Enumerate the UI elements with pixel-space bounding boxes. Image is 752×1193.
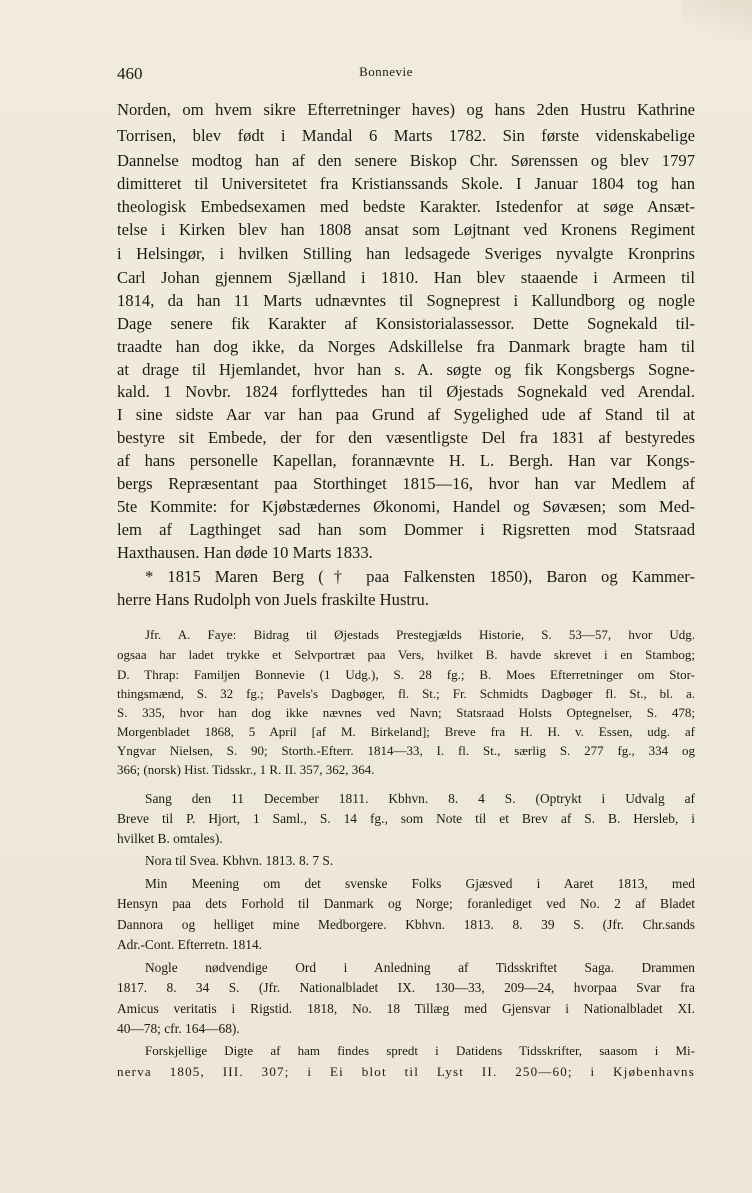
body-line: theologisk Embedsexamen med bedste Karakter. Istedenfor at søge Ansæt- [117,197,695,216]
bibliography-line: Sang den 11 December 1811. Kbhvn. 8. 4 S. (Optrykt i Udvalg af [145,791,695,806]
body-line: 1814, da han 11 Marts udnævntes til Sogneprest i Kallundborg og nogle [117,291,695,310]
body-line: telse i Kirken blev han 1808 ansat som Løjtnant ved Kronens Regiment [117,220,695,239]
bibliography-line: 1817. 8. 34 S. (Jfr. Nationalbladet IX. 130—33, 209—24, hvorpaa Svar fra [117,980,695,995]
bibliography-line: nerva 1805, III. 307; i Ei blot til Lyst II. 250—60; i Kjøbenhavns [117,1064,695,1079]
bibliography-line: Nora til Svea. Kbhvn. 1813. 8. 7 S. [145,853,334,868]
body-line: Norden, om hvem sikre Efterretninger haves) og hans 2den Hustru Kathrine [117,100,695,119]
source-line: thingsmænd, S. 32 fg.; Pavels's Dagbøger, fl. St.; Fr. Schmidts Dagbøger fl. St., bl. a. [117,686,695,701]
source-line: ogsaa har ladet trykke et Selvportræt paa Vers, hvilket B. havde skrevet i en Stambog; [117,647,695,662]
body-line: lem af Lagthinget sad han som Dommer i Rigsretten mod Statsraad [117,520,695,539]
bibliography-line: Nogle nødvendige Ord i Anledning af Tidsskriftet Saga. Drammen [145,960,695,975]
body-line: dimitteret til Universitetet fra Kristianssands Skole. I Januar 1804 tog han [117,174,695,193]
source-line: Morgenbladet 1868, 5 April [af M. Birkeland]; Breve fra H. H. v. Essen, udg. af [117,724,695,739]
bibliography-line: Hensyn paa dets Forhold til Danmark og Norge; foranlediget ved No. 2 af Bladet [117,896,695,911]
bibliography-line: Adr.-Cont. Efterretn. 1814. [117,937,263,952]
body-line: I sine sidste Aar var han paa Grund af Sygelighed ude af Stand til at [117,405,695,424]
running-title: Bonnevie [359,64,413,79]
page-number: 460 [117,64,143,83]
bibliography-line: Amicus veritatis i Rigstid. 1818, No. 18 Tillæg med Gjensvar i Nationalbladet XI. [117,1001,695,1016]
bibliography-line: Dannora og helliget mine Medborgere. Kbhvn. 1813. 8. 39 S. (Jfr. Chr.sands [117,917,695,932]
page-header [0,64,752,88]
source-line: Jfr. A. Faye: Bidrag til Øjestads Prestegjælds Historie, S. 53—57, hvor Udg. [145,627,695,642]
body-line: Torrisen, blev født i Mandal 6 Marts 1782. Sin første videnskabelige [117,126,695,145]
body-line: at drage til Hjemlandet, hvor han s. A. søgte og fik Kongsbergs Sogne- [117,360,695,379]
body-line: kald. 1 Novbr. 1824 forflyttedes han til Øjestads Sognekald ved Arendal. [117,382,695,401]
marriage-line: herre Hans Rudolph von Juels fraskilte Hustru. [117,590,429,609]
source-line: D. Thrap: Familjen Bonnevie (1 Udg.), S. 28 fg.; B. Moes Efterretninger om Stor- [117,667,695,682]
source-line: S. 335, hvor han dog ikke nævnes ved Navn; Statsraad Holsts Optegnelser, S. 478; [117,705,695,720]
body-line: Dannelse modtog han af den senere Biskop Chr. Sørenssen og blev 1797 [117,151,695,170]
body-line: af hans personelle Kapellan, forannævnte H. L. Bergh. Han var Kongs- [117,451,695,470]
marriage-line: * 1815 Maren Berg († paa Falkensten 1850), Baron og Kammer- [145,567,695,586]
bibliography-line: Breve til P. Hjort, 1 Saml., S. 14 fg., som Note til et Brev af S. B. Hersleb, i [117,811,695,826]
body-line: Haxthausen. Han døde 10 Marts 1833. [117,543,373,562]
body-line: Dage senere fik Karakter af Konsistorialassessor. Dette Sognekald til- [117,314,695,333]
body-line: traadte han dog ikke, da Norges Adskillelse fra Danmark bragte ham til [117,337,695,356]
source-line: Yngvar Nielsen, S. 90; Storth.-Efterr. 1814—33, I. fl. St., særlig S. 277 fg., 334 og [117,743,695,758]
body-line: bergs Repræsentant paa Storthinget 1815—16, hvor han var Medlem af [117,474,695,493]
page-corner-shadow [682,0,752,40]
body-line: Carl Johan gjennem Sjælland i 1810. Han blev staaende i Armeen til [117,268,695,287]
body-line: i Helsingør, i hvilken Stilling han ledsagede Sveriges nyvalgte Kronprins [117,244,695,263]
bibliography-line: Min Meening om det svenske Folks Gjæsved i Aaret 1813, med [145,876,695,891]
body-line: bestyre sit Embede, der for den væsentligste Del fra 1831 af bestyredes [117,428,695,447]
body-line: 5te Kommite: for Kjøbstædernes Økonomi, Handel og Søvæsen; som Med- [117,497,695,516]
bibliography-line: Forskjellige Digte af ham findes spredt i Datidens Tidsskrifter, saasom i Mi- [145,1043,695,1058]
bibliography-line: 40—78; cfr. 164—68). [117,1021,240,1036]
source-line: 366; (norsk) Hist. Tidsskr., 1 R. II. 357, 362, 364. [117,762,375,777]
bibliography-line: hvilket B. omtales). [117,831,223,846]
